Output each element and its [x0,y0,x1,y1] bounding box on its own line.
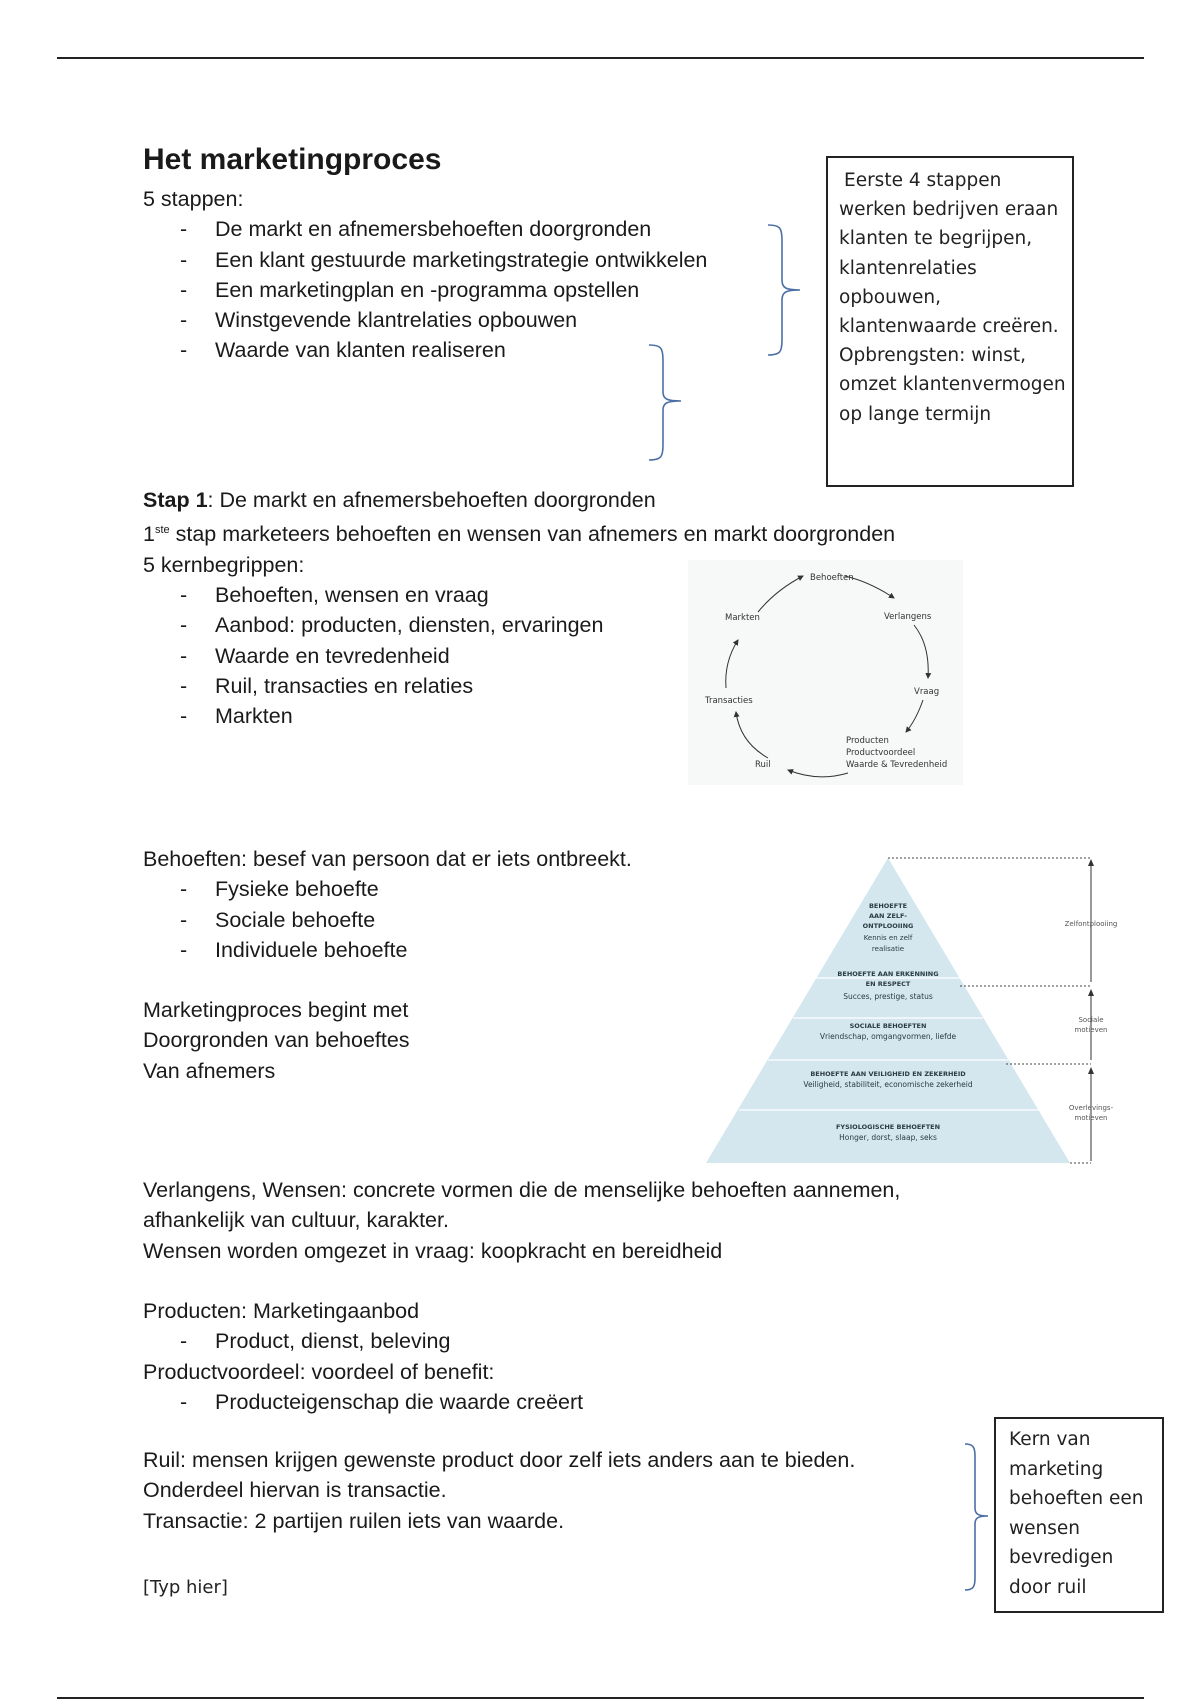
note-line: wensen [1009,1517,1080,1539]
list-item: - Individuele behoefte [143,935,632,965]
pyramid-level-title: AAN ZELF- [869,912,907,920]
pyramid-level-title: BEHOEFTE [868,902,908,910]
cycle-node: Producten [846,736,889,746]
core-label: 5 kernbegrippen: [143,552,305,577]
step1-line-sup: ste [154,524,170,537]
exchange-line: Ruil: mensen krijgen gewenste product door zelf iets anders aan te bieden. [143,1448,856,1472]
note-box-first-steps [826,156,1074,487]
pyramid-side-label: Overlevings- [1068,1104,1114,1112]
pyramid-level-title: EN RESPECT [865,980,911,988]
list-item: - Aanbod: producten, diensten, ervaringen [143,610,895,640]
pyramid-level-sub: Vriendschap, omgangvormen, liefde [819,1032,957,1041]
products-line: Producten: Marketingaanbod [143,1299,420,1323]
typ-hier-placeholder[interactable]: [Typ hier] [143,1577,228,1598]
note-line: opbouwen, [839,286,941,308]
header-rule [57,57,1144,59]
cycle-node: Waarde & Tevredenheid [846,760,948,770]
note-line: op lange termijn [839,403,992,425]
list-item: - Waarde en tevredenheid [143,641,895,671]
wants-line: Verlangens, Wensen: concrete vormen die de menselijke behoeften aannemen, [143,1178,901,1202]
note-line: behoeften een [1009,1488,1144,1509]
pyramid-level-title: SOCIALE BEHOEFTEN [849,1022,927,1030]
brace-steps-1-4 [760,220,810,360]
list-item: - Markten [143,701,895,731]
page-title: Het marketingproces [143,143,442,176]
cycle-node: Vraag [914,687,940,697]
cycle-node: Productvoordeel [846,748,916,758]
list-item: - Ruil, transacties en relaties [143,671,895,701]
exchange-section [143,1445,855,1536]
list-item: - De markt en afnemersbehoeften doorgronden [143,214,707,244]
needs-definition: Behoeften: besef van persoon dat er iets ontbreekt. [143,847,632,871]
list-item: - Sociale behoefte [143,905,632,935]
pyramid-level-sub: Succes, prestige, status [843,992,933,1001]
cycle-node: Ruil [755,760,771,770]
list-item: - Waarde van klanten realiseren [143,335,707,365]
list-item: - Een klant gestuurde marketingstrategie ontwikkelen [143,245,707,275]
exchange-line: Onderdeel hiervan is transactie. [143,1478,447,1503]
note-line: bevredigen [1009,1547,1114,1568]
list-item: - Behoeften, wensen en vraag [143,580,895,610]
note-line: omzet klantenvermogen [839,374,1066,396]
pyramid-side-label: motieven [1074,1026,1108,1034]
pyramid-level-title: BEHOEFTE AAN VEILIGHEID EN ZEKERHEID [810,1070,966,1078]
process-line: Doorgronden van behoeftes [143,1028,410,1053]
brace-step-5 [645,340,695,465]
process-line: Marketingproces begint met [143,998,409,1023]
step1-line [143,515,895,549]
list-item: - Een marketingplan en -programma opstellen [143,275,707,305]
note-line: klantenwaarde creëren. [839,316,1059,338]
process-line: Van afnemers [143,1058,276,1083]
note-line: Opbrengsten: winst, [839,345,1026,367]
step1-heading-text: : De markt en afnemersbehoeften doorgronden [207,488,656,512]
pyramid-level-title: FYSIOLOGISCHE BEHOEFTEN [835,1123,941,1131]
note-line: klantenrelaties [839,257,977,279]
maslow-pyramid [706,852,1126,1170]
wants-line: afhankelijk van cultuur, karakter. [143,1208,449,1233]
pyramid-side-label: motieven [1074,1114,1108,1122]
step1-heading-bold: Stap 1 [143,488,208,512]
marketing-cycle-diagram [688,560,963,785]
list-item: - Fysieke behoefte [143,874,632,904]
pyramid-level-title: BEHOEFTE AAN ERKENNING [837,970,939,978]
note-line: door ruil [1009,1576,1087,1598]
cycle-node: Verlangens [884,612,932,622]
products-section [143,1296,583,1417]
pyramid-level-sub: realisatie [871,945,905,953]
pyramid-level-sub: Veiligheid, stabiliteit, economische zekerheid [803,1080,973,1089]
step1-heading [143,485,895,515]
products-line: Productvoordeel: voordeel of benefit: [143,1359,495,1384]
cycle-node: Transacties [705,696,753,706]
wants-section [143,1175,900,1266]
exchange-line: Transactie: 2 partijen ruilen iets van waarde. [143,1508,565,1533]
pyramid-level-sub: Kennis en zelf [863,934,913,942]
wants-line: Wensen worden omgezet in vraag: koopkracht en bereidheid [143,1238,723,1263]
list-item: - Producteigenschap die waarde creëert [143,1387,583,1417]
needs-section [143,844,632,1086]
pyramid-side-label: Zelfontplooiing [1064,920,1118,928]
note-line: klanten te begrijpen, [839,228,1033,250]
step1-line-num: 1 [143,522,155,547]
intro-section [143,184,707,366]
step1-line-text: stap marketeers behoeften en wensen van afnemers en markt doorgronden [169,522,896,547]
pyramid-side-label: Sociale [1078,1016,1104,1024]
note-line: Eerste 4 stappen [844,170,1002,191]
cycle-node: Behoeften [810,573,854,583]
cycle-node: Markten [725,613,760,623]
footer-rule [57,1697,1144,1699]
note-line: Kern van [1009,1429,1091,1450]
pyramid-level-sub: Honger, dorst, slaap, seks [839,1133,937,1142]
note-line: werken bedrijven eraan [839,199,1059,221]
steps-label: 5 stappen: [143,187,244,211]
pyramid-level-title: ONTPLOOIING [862,922,914,930]
note-box-core [994,1417,1164,1613]
note-line: marketing [1009,1458,1104,1480]
list-item: - Product, dienst, beleving [143,1326,583,1356]
list-item: - Winstgevende klantrelaties opbouwen [143,305,707,335]
